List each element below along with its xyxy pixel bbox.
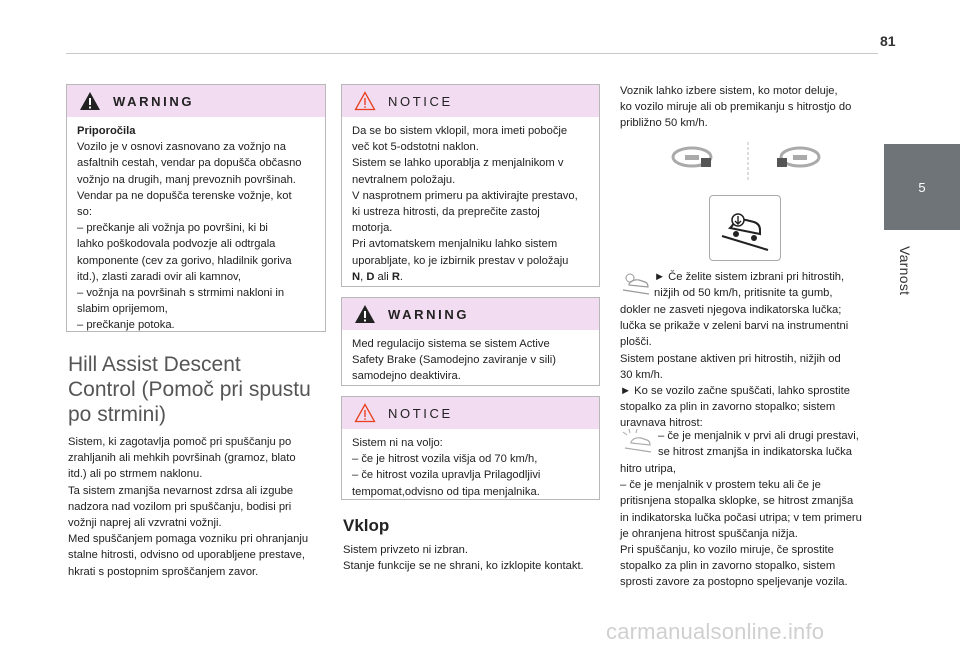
text-line: slabim oprijemom, [77,303,168,316]
text-line: Ta sistem zmanjša nevarnost zdrsa ali izgube [68,484,294,497]
hill-descent-blinking-icon [621,428,655,454]
section-title [68,352,311,427]
notice-title: NOTICE [388,405,453,421]
text-line: Voznik lahko izbere sistem, ko motor deluje, [620,85,838,97]
para2 [620,461,882,591]
text-line: – če hitrost vozila upravlja Prilagodljivi [352,469,541,482]
text-line: Vendar pa ne dopušča terenske vožnje, kot [77,189,292,202]
text-line: Vozilo je v osnovi zasnovano za vožnjo na [77,141,286,154]
vklop-body [343,542,608,574]
text-line: – če je menjalnik v prvi ali drugi prestavi, [658,430,859,442]
text-line: približno 50 km/h. [620,117,708,130]
warning-body [67,117,325,334]
notice-icon [354,91,376,111]
notice-last-line: N, D ali R. [352,270,404,283]
text-line: Stanje funkcije se ne shrani, ko izklopite kontakt. [343,560,584,573]
text-line: Med spuščanjem pomaga vozniku pri ohranjanju [68,533,309,546]
text-line: – če je menjalnik v prostem teku ali če je [620,479,821,492]
text-line: Safety Brake (Samodejno zaviranje v sili) [352,354,556,367]
text-line: 30 km/h. [620,368,663,381]
text-line: ► Ko se vozilo začne spuščati, lahko sprostite [620,385,850,398]
warning-heading: Priporočila [77,125,136,137]
warning-body [342,330,599,385]
top-rule [66,53,878,54]
hill-descent-indicator-icon [621,272,651,296]
chapter-number: 5 [918,180,926,195]
text-line: zrahljanih ali mehkih površinah (gramoz, blato [68,452,296,465]
text-line: itd.), zlasti zaradi ovir ali kamnov, [77,270,241,283]
notice-lines [352,123,589,269]
text-line: nižjih od 50 km/h, pritisnite ta gumb, [654,287,833,300]
text-line: stopalko za plin in zavorno stopalko, sistem [620,560,836,573]
warning-header [67,85,325,117]
text-line: ► Če želite sistem izbrani pri hitrostih, [654,271,845,283]
text-line: – prečkanje ali vožnja po površini, ki bi [77,222,268,235]
text-line: ko vozilo miruje ali ob premikanju s hitrostjo do [620,101,852,114]
text-line: Sistem ni na voljo: [352,437,443,449]
warning-title: WARNING [388,306,470,322]
section-body [68,434,330,580]
text-line: Sistem postane aktiven pri hitrostih, nižjih od [620,352,841,365]
text-line: so: [77,206,92,219]
text-line: hitro utripa, [620,463,676,475]
warning-header [342,298,599,330]
vklop-heading: Vklop [343,516,390,535]
notice-header [342,85,599,117]
text-line: Sistem se lahko uporablja z menjalnikom v [352,157,564,170]
notice-header [342,397,599,429]
text-line: motorja. [352,222,393,235]
text-line: uravnava hitrost: [620,417,703,430]
warning-box-aeb [341,297,600,386]
text-line: nevtralnem položaju. [352,173,456,186]
section-title-line: Control (Pomoč pri spustu [68,378,311,401]
text-line: nadzora nad vozilom pri spuščanju, bodisi pri [68,500,292,513]
notice-icon [354,403,376,423]
page-number: 81 [880,33,896,49]
hill-descent-icon [710,196,780,260]
notice-title: NOTICE [388,93,453,109]
warning-icon [354,304,376,324]
notice-body [342,117,599,285]
text-line: Med regulacijo sistema se sistem Active [352,338,550,350]
text-line: pritisnjena stopalka sklopke, se hitrost zmanjša [620,495,854,508]
text-line: vožnji naprej ali vzvratni vožnji. [68,517,222,530]
watermark: carmanualsonline.info [606,619,825,644]
warning-box-recommendations [66,84,326,332]
text-line: Sistem, ki zagotavlja pomoč pri spuščanju po [68,436,292,448]
notice-box-activation [341,84,600,287]
text-line: – vožnja na površinah s strmimi nakloni in [77,287,285,300]
text-line: hkrati s postopnim sproščanjem zavor. [68,565,259,578]
text-line: Sistem privzeto ni izbran. [343,544,468,556]
intro-text [620,83,882,132]
text-line: plošči. [620,336,652,349]
chapter-label: Varnost [897,246,913,296]
text-line: ki ustreza hitrosti, da preprečite zastoj [352,206,540,219]
chapter-tab [884,144,960,230]
text-line: Pri avtomatskem menjalniku lahko sistem [352,238,558,251]
text-line: V nasprotnem primeru pa aktivirajte prestavo, [352,189,578,202]
text-line: več kot 5-odstotni naklon. [352,141,479,154]
notice-box-unavailable [341,396,600,500]
warning-lines [77,139,315,333]
text-line: komponente (cev za gorivo, hladilnik goriva [77,254,292,267]
text-line: se hitrost zmanjša in indikatorska lučka [658,446,853,459]
warning-title: WARNING [113,93,195,109]
text-line: je ohranjena hitrost spuščanja nižja. [620,527,798,540]
hill-descent-button[interactable] [709,195,781,261]
text-line: Da se bo sistem vklopil, mora imeti pobočje [352,125,568,137]
warning-icon [79,91,101,111]
text-line: samodejno deaktivira. [352,370,461,383]
text-line: lahko poškodovala podvozje ali odtrgala [77,238,276,251]
text-line: in indikatorska lučka počasi utripa; v tem primeru [620,511,862,524]
notice-body [342,429,599,500]
para1-indented [654,269,884,301]
text-line: – prečkanje potoka. [77,319,175,332]
text-line: – če je hitrost vozila višja od 70 km/h, [352,453,538,466]
para2-indented [658,428,884,460]
text-line: vožnjo na drugih, manj prevoznih površinah. [77,173,296,186]
text-line: stopalko za plin in zavorno stopalko; sistem [620,401,836,414]
text-line: itd.) ali po strmem naklonu. [68,468,203,481]
text-line: sprosti zavore za postopno speljevanje vozila. [620,576,848,589]
text-line: uporabljate, ko je izbirnik prestav v položaju [352,254,569,267]
section-title-line: po strmini) [68,403,167,426]
text-line: tempomat,odvisno od tipa menjalnika. [352,485,540,498]
para1 [620,302,882,432]
text-line: asfaltnih cestah, vendar pa dopušča občasno [77,157,302,170]
text-line: lučka se prikaže v zeleni barvi na instrumentni [620,320,849,333]
text-line: stalne hitrosti, odvisno od uporabljene prestave, [68,549,305,562]
steering-wheel-icons [668,140,828,182]
text-line: Pri spuščanju, ko vozilo miruje, če sprostite [620,544,834,557]
section-title-line: Hill Assist Descent [68,353,241,376]
text-line: dokler ne zasveti njegova indikatorska lučka; [620,304,842,316]
